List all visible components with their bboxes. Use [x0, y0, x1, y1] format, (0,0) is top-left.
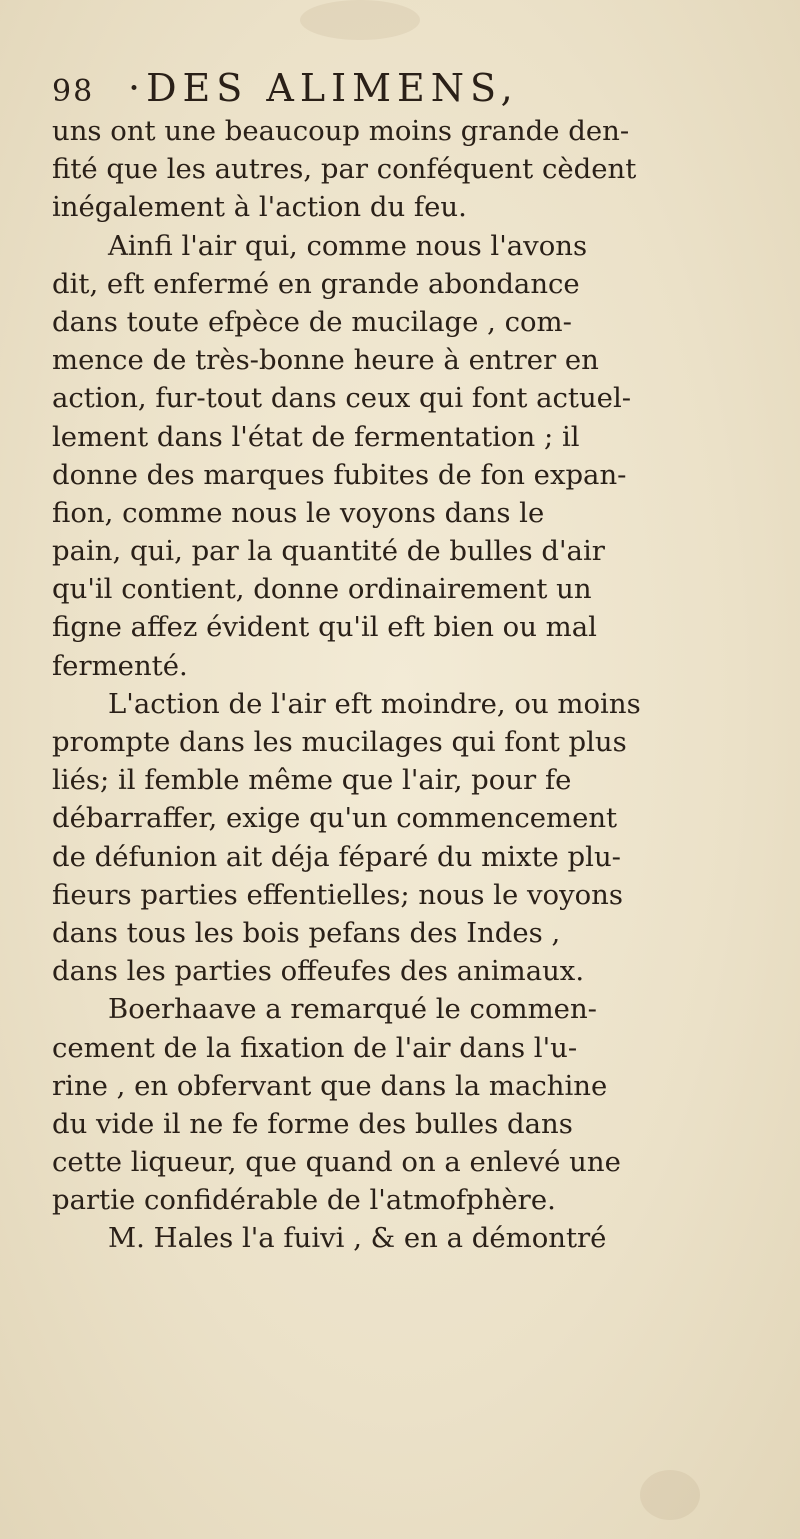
text-line: dans les parties offeufes des animaux. — [52, 955, 585, 988]
text-line: donne des marques fubites de fon expan- — [52, 458, 627, 491]
text-line: Boerhaave a remarqué le commen- — [108, 993, 597, 1026]
text-line: L'action de l'air eft moindre, ou moins — [108, 687, 641, 720]
text-line: uns ont une beaucoup moins grande den- — [52, 115, 630, 147]
text-line: Ainfi l'air qui, comme nous l'avons — [108, 229, 588, 262]
text-line: fieurs parties effentielles; nous le voyons — [52, 878, 624, 911]
body-text — [52, 112, 760, 1258]
text-line: action, fur-tout dans ceux qui font actuel- — [52, 382, 632, 415]
text-line: cement de la fixation de l'air dans l'u- — [52, 1031, 578, 1064]
text-line: figne affez évident qu'il eft bien ou mal — [52, 611, 597, 644]
text-line: du vide il ne fe forme des bulles dans — [52, 1107, 573, 1140]
text-line: inégalement à l'action du feu. — [52, 191, 467, 224]
paper-stain — [300, 0, 420, 40]
text-line: qu'il contient, donne ordinairement un — [52, 573, 592, 606]
text-line: cette liqueur, que quand on a enlevé une — [52, 1146, 621, 1179]
text-line: fité que les autres, par conféquent cèdent — [52, 153, 637, 186]
text-line: fermenté. — [52, 649, 188, 682]
text-line: de défunion ait déja féparé du mixte plu- — [52, 840, 621, 873]
page-number: 98 — [52, 74, 95, 109]
text-line: dit, eft enfermé en grande abondance — [52, 267, 580, 300]
running-title: ·DES ALIMENS, — [128, 66, 519, 110]
text-line: débarraffer, exige qu'un commencement — [52, 802, 618, 835]
text-line: liés; il femble même que l'air, pour fe — [52, 764, 572, 797]
text-line: dans tous les bois pefans des Indes , — [52, 916, 561, 949]
text-line: rine , en obfervant que dans la machine — [52, 1069, 608, 1102]
text-line: dans toute efpèce de mucilage , com- — [52, 305, 572, 338]
text-line: mence de très-bonne heure à entrer en — [52, 344, 599, 377]
paper-stain — [640, 1470, 700, 1520]
text-line: partie confidérable de l'atmofphère. — [52, 1184, 556, 1217]
text-line: lement dans l'état de fermentation ; il — [52, 420, 580, 453]
text-line: M. Hales l'a fuivi , & en a démontré — [108, 1222, 607, 1255]
text-line: fion, comme nous le voyons dans le — [52, 496, 545, 529]
text-line: pain, qui, par la quantité de bulles d'air — [52, 535, 605, 568]
text-line: prompte dans les mucilages qui font plus — [52, 726, 627, 758]
